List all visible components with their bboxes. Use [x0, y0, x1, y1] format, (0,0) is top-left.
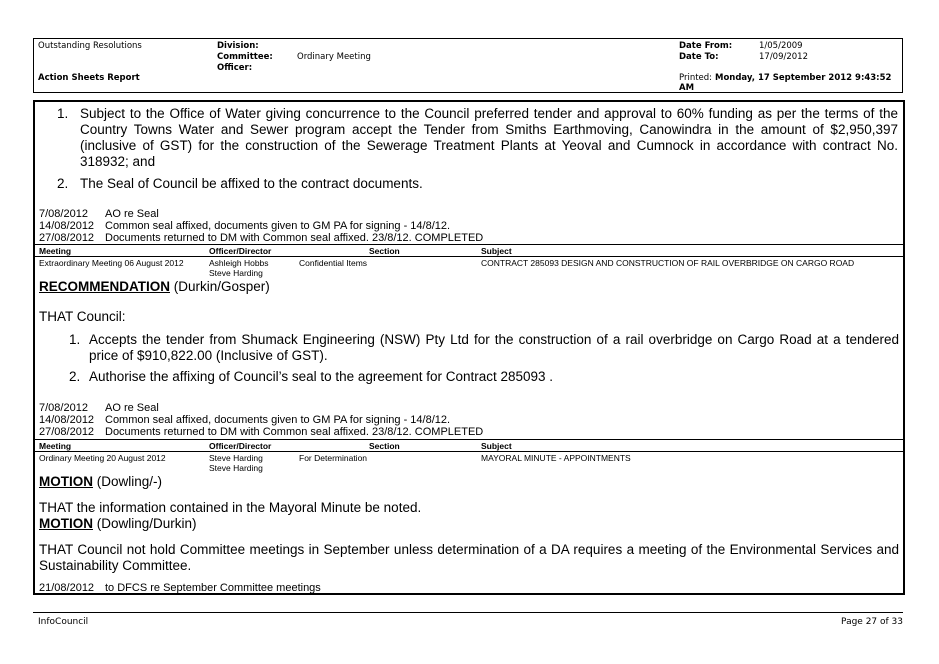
resolution-text: Accepts the tender from Shumack Engineering (NSW) Pty Ltd for the construction of a rail overbridge on Cargo Road at a tendered price of $910,822.00 (Inclusive of GST). — [89, 332, 899, 363]
motion-label: MOTION — [39, 474, 93, 489]
motion-movers: (Dowling/Durkin) — [96, 516, 197, 531]
column-header-meeting: Meeting — [39, 441, 72, 451]
director-name: Steve Harding — [209, 268, 263, 278]
action-text: Documents returned to DM with Common seal affixed. 23/8/12. COMPLETED — [105, 232, 484, 244]
printed-label: Printed: — [679, 73, 713, 83]
date-from-label: Date From: — [679, 41, 733, 51]
subject-text: MAYORAL MINUTE - APPOINTMENTS — [481, 453, 631, 463]
action-date: 27/08/2012 — [39, 426, 95, 438]
divider — [35, 244, 903, 245]
officer-label: Officer: — [217, 63, 253, 73]
printed-ampm: AM — [679, 83, 695, 93]
column-header-section: Section — [369, 246, 400, 256]
motion-movers: (Dowling/-) — [96, 474, 163, 489]
footer-divider — [33, 612, 903, 613]
printed-value: Monday, 17 September 2012 9:43:52 — [715, 73, 892, 83]
column-header-meeting: Meeting — [39, 246, 72, 256]
column-header-officer: Officer/Director — [209, 246, 272, 256]
division-label: Division: — [217, 41, 259, 51]
column-header-subject: Subject — [481, 246, 512, 256]
action-date: 27/08/2012 — [39, 232, 95, 244]
action-text: Common seal affixed, documents given to GM PA for signing - 14/8/12. — [105, 220, 451, 232]
date-from-value: 1/05/2009 — [759, 41, 803, 51]
resolution-text: Authorise the affixing of Council’s seal to the agreement for Contract 285093 . — [89, 369, 554, 384]
action-text: Documents returned to DM with Common seal affixed. 23/8/12. COMPLETED — [105, 426, 484, 438]
resolutions-panel — [33, 100, 905, 595]
report-header — [33, 38, 903, 93]
divider — [35, 256, 903, 257]
resolution-number: 1. — [57, 106, 69, 121]
divider — [35, 451, 903, 452]
subject-text: CONTRACT 285093 DESIGN AND CONSTRUCTION OF RAIL OVERBRIDGE ON CARGO ROAD — [481, 258, 855, 268]
page-number: Page 27 of 33 — [841, 617, 903, 627]
action-text: AO re Seal — [105, 402, 159, 414]
motion-text: THAT the information contained in the Mayoral Minute be noted. — [39, 500, 422, 515]
date-to-label: Date To: — [679, 52, 719, 62]
footer-app-name: InfoCouncil — [38, 617, 89, 627]
action-date: 7/08/2012 — [39, 208, 88, 220]
action-date: 21/08/2012 — [39, 582, 95, 594]
action-date: 14/08/2012 — [39, 414, 95, 426]
recommendation-heading — [39, 279, 270, 295]
resolution-number: 2. — [57, 176, 69, 191]
director-name: Steve Harding — [209, 463, 263, 473]
resolution-number: 1. — [69, 332, 81, 347]
report-name: Outstanding Resolutions — [38, 41, 142, 51]
meeting-name: Extraordinary Meeting 06 August 2012 — [39, 258, 184, 268]
resolution-number: 2. — [69, 369, 81, 384]
action-text: AO re Seal — [105, 208, 159, 220]
action-text: to DFCS re September Committee meetings — [105, 582, 321, 594]
column-header-officer: Officer/Director — [209, 441, 272, 451]
column-header-subject: Subject — [481, 441, 512, 451]
divider — [35, 439, 903, 440]
column-header-section: Section — [369, 441, 400, 451]
that-council: THAT Council: — [39, 309, 126, 324]
section-name: Confidential Items — [299, 258, 368, 268]
committee-label: Committee: — [217, 52, 273, 62]
recommendation-movers: (Durkin/Gosper) — [173, 279, 270, 294]
report-type: Action Sheets Report — [38, 73, 140, 83]
action-date: 7/08/2012 — [39, 402, 88, 414]
officer-name: Ashleigh Hobbs — [209, 258, 269, 268]
date-to-value: 17/09/2012 — [759, 52, 808, 62]
resolution-text: Subject to the Office of Water giving concurrence to the Council preferred tender and approval to 60% funding as per the terms of the Country Towns Water and Sewer program accept the Tender from Smiths Earthmoving, Canowindra in the amount of $2,950,397 (inclusive of GST) for the construction of the Sewerage Treatment Plants at Yeoval and Cumnock in accordance with contract No. 318932; and — [80, 106, 898, 169]
resolution-text: The Seal of Council be affixed to the contract documents. — [80, 176, 423, 191]
section-name: For Determination — [299, 453, 368, 463]
recommendation-label: RECOMMENDATION — [39, 279, 170, 294]
motion-label: MOTION — [39, 516, 93, 531]
motion-text: THAT Council not hold Committee meetings in September unless determination of a DA requires a meeting of the Environmental Services and Sustainability Committee. — [39, 542, 899, 573]
motion-heading — [39, 474, 162, 490]
officer-name: Steve Harding — [209, 453, 263, 463]
motion-heading — [39, 516, 197, 532]
committee-value: Ordinary Meeting — [297, 52, 371, 62]
meeting-name: Ordinary Meeting 20 August 2012 — [39, 453, 166, 463]
action-text: Common seal affixed, documents given to GM PA for signing - 14/8/12. — [105, 414, 451, 426]
action-date: 14/08/2012 — [39, 220, 95, 232]
